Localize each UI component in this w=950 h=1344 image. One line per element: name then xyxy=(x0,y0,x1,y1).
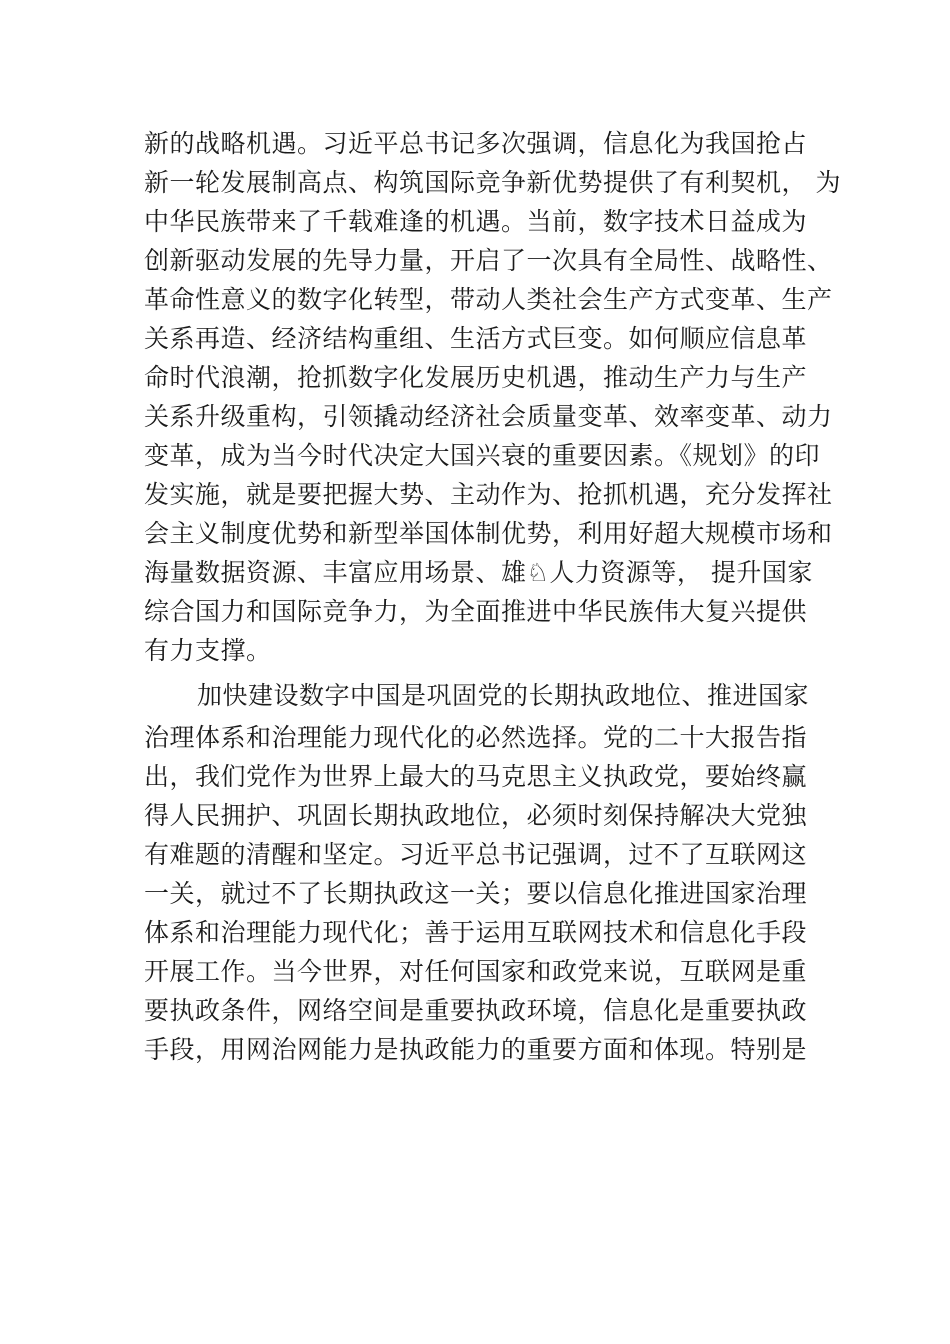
paragraph-1-line-2: 新一轮发展制高点、构筑国际竞争新优势提供了有利契机， 为 xyxy=(144,168,841,197)
paragraph-1-line-13: 综合国力和国际竞争力，为全面推进中华民族伟大复兴提供 xyxy=(144,597,808,626)
paragraph-2-line-2: 治理体系和治理能力现代化的必然选择。党的二十大报告指 xyxy=(144,723,808,752)
paragraph-2-line-5: 有难题的清醒和坚定。习近平总书记强调，过不了互联网这 xyxy=(144,840,808,869)
paragraph-1-line-11: 会主义制度优势和新型举国体制优势，利用好超大规模市场和 xyxy=(144,519,833,548)
paragraph-2-line-9: 要执政条件，网络空间是重要执政环境，信息化是重要执政 xyxy=(144,996,808,1025)
paragraph-1-line-6: 关系再造、经济结构重组、生活方式巨变。如何顺应信息革 xyxy=(144,324,808,353)
paragraph-1-line-8: 关系升级重构，引领撬动经济社会质量变革、效率变革、动力 xyxy=(144,402,833,431)
paragraph-2-line-7: 体系和治理能力现代化；善于运用互联网技术和信息化手段 xyxy=(144,918,808,947)
paragraph-1-line-10: 发实施，就是要把握大势、主动作为、抢抓机遇，充分发挥社 xyxy=(144,480,833,509)
paragraph-2-line-3: 出，我们党作为世界上最大的马克思主义执政党，要始终赢 xyxy=(144,762,808,791)
paragraph-2-line-4: 得人民拥护、巩固长期执政地位，必须时刻保持解决大党独 xyxy=(144,801,808,830)
paragraph-1-line-3: 中华民族带来了千载难逢的机遇。当前，数字技术日益成为 xyxy=(144,207,808,236)
paragraph-1-line-4: 创新驱动发展的先导力量，开启了一次具有全局性、战略性、 xyxy=(144,246,833,275)
paragraph-2-line-6: 一关，就过不了长期执政这一关；要以信息化推进国家治理 xyxy=(144,879,808,908)
paragraph-2-line-1: 加快建设数字中国是巩固党的长期执政地位、推进国家 xyxy=(197,681,810,710)
paragraph-1-line-9: 变革，成为当今时代决定大国兴衰的重要因素。《规划》的印 xyxy=(144,441,821,470)
paragraph-2-line-8: 开展工作。当今世界，对任何国家和政党来说，互联网是重 xyxy=(144,957,808,986)
paragraph-1-line-12: 海量数据资源、丰富应用场景、雄♘人力资源等， 提升国家 xyxy=(144,558,813,587)
paragraph-1-line-5: 革命性意义的数字化转型，带动人类社会生产方式变革、生产 xyxy=(144,285,833,314)
paragraph-2-line-10: 手段，用网治网能力是执政能力的重要方面和体现。特别是 xyxy=(144,1035,808,1064)
paragraph-1-line-1: 新的战略机遇。习近平总书记多次强调，信息化为我国抢占 xyxy=(144,129,808,158)
paragraph-1-line-7: 命时代浪潮，抢抓数字化发展历史机遇，推动生产力与生产 xyxy=(144,363,808,392)
paragraph-1-line-14: 有力支撑。 xyxy=(144,636,272,665)
